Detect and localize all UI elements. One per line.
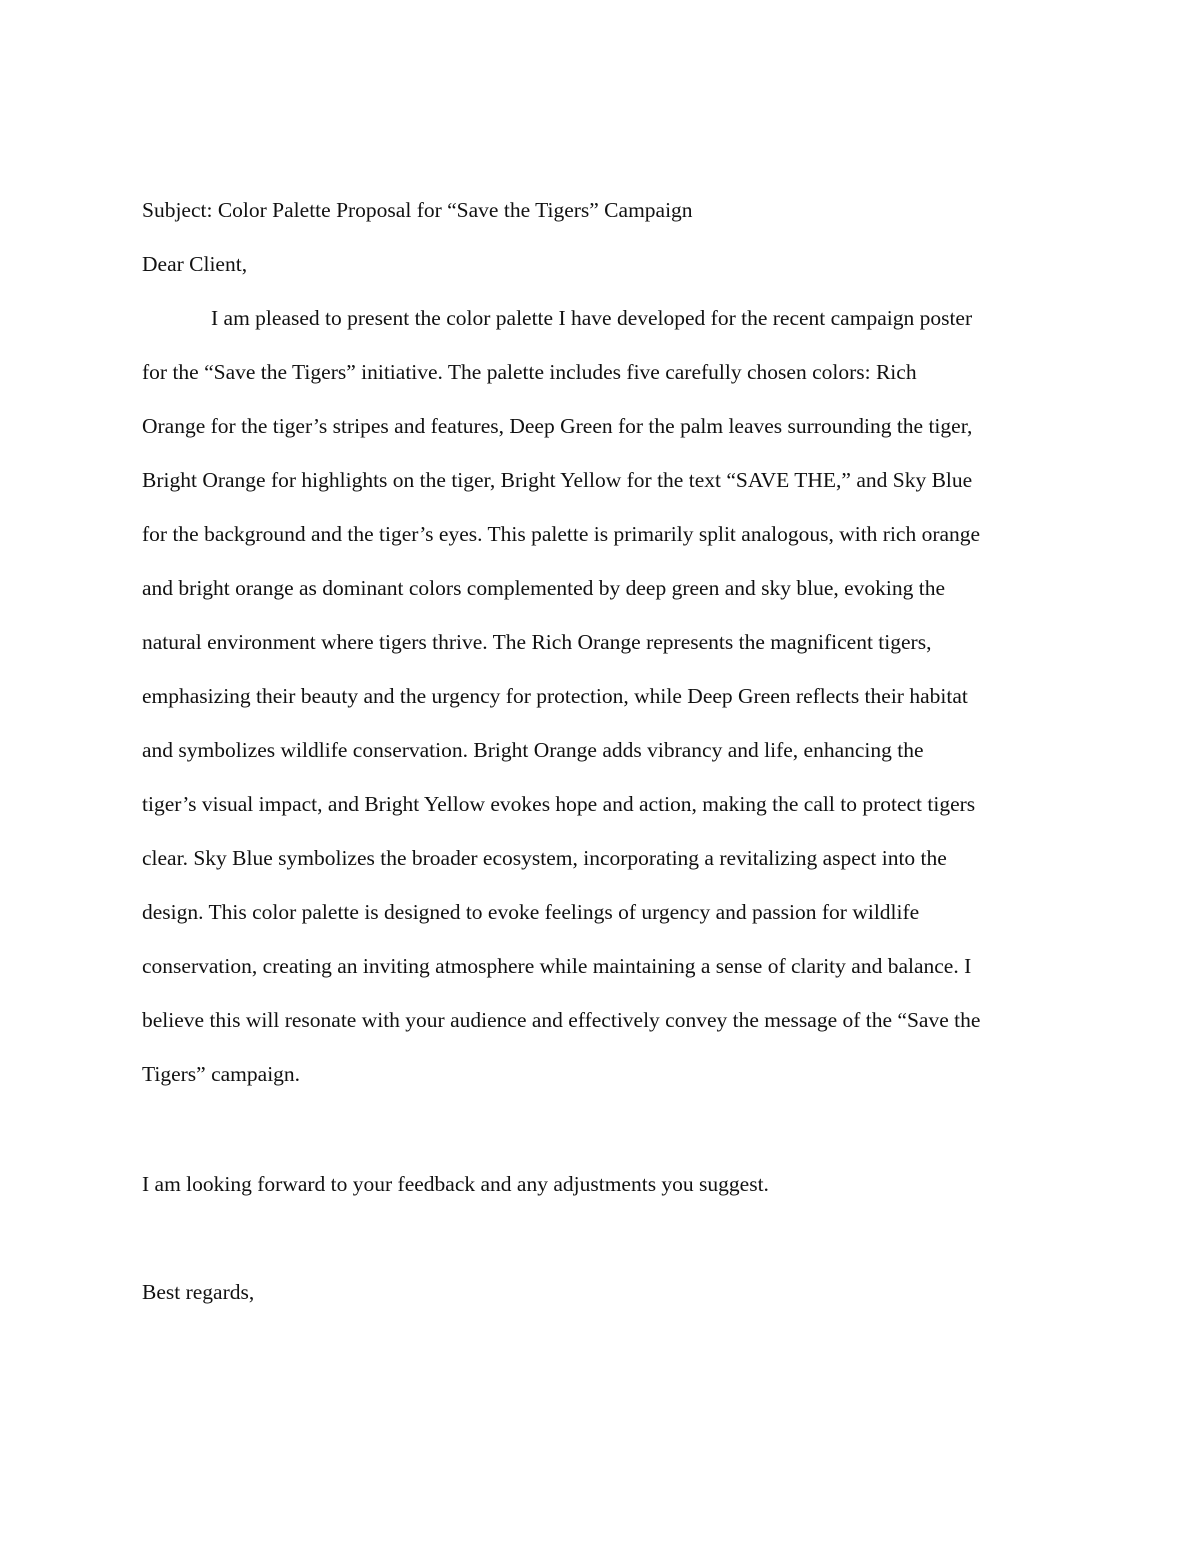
body-line: conservation, creating an inviting atmosphere while maintaining a sense of clarity and balance. I <box>142 954 972 978</box>
body-line: I am pleased to present the color palette I have developed for the recent campaign poster <box>211 306 973 330</box>
letter-salutation: Dear Client, <box>142 252 248 276</box>
letter-signoff: Best regards, <box>142 1280 255 1304</box>
body-line: tiger’s visual impact, and Bright Yellow evokes hope and action, making the call to protect tigers <box>142 792 976 816</box>
body-line: natural environment where tigers thrive. The Rich Orange represents the magnificent tigers, <box>142 630 932 654</box>
body-line: Bright Orange for highlights on the tiger, Bright Yellow for the text “SAVE THE,” and Sky Blue <box>142 468 973 492</box>
letter-closing-line: I am looking forward to your feedback and any adjustments you suggest. <box>142 1172 769 1196</box>
letter-subject: Subject: Color Palette Proposal for “Save the Tigers” Campaign <box>142 198 693 222</box>
body-line: for the background and the tiger’s eyes. This palette is primarily split analogous, with rich orange <box>142 522 981 546</box>
body-line: design. This color palette is designed to evoke feelings of urgency and passion for wildlife <box>142 900 920 924</box>
letter-body-paragraph <box>142 291 1072 1101</box>
body-line: emphasizing their beauty and the urgency for protection, while Deep Green reflects their habitat <box>142 684 968 708</box>
body-line: and bright orange as dominant colors complemented by deep green and sky blue, evoking the <box>142 576 946 600</box>
body-line: believe this will resonate with your audience and effectively convey the message of the “Save the <box>142 1008 981 1032</box>
body-line: for the “Save the Tigers” initiative. The palette includes five carefully chosen colors: Rich <box>142 360 917 384</box>
body-line: clear. Sky Blue symbolizes the broader ecosystem, incorporating a revitalizing aspect into the <box>142 846 947 870</box>
body-line: Orange for the tiger’s stripes and features, Deep Green for the palm leaves surrounding the tiger, <box>142 414 973 438</box>
body-line: Tigers” campaign. <box>142 1062 301 1086</box>
body-line: and symbolizes wildlife conservation. Bright Orange adds vibrancy and life, enhancing the <box>142 738 924 762</box>
